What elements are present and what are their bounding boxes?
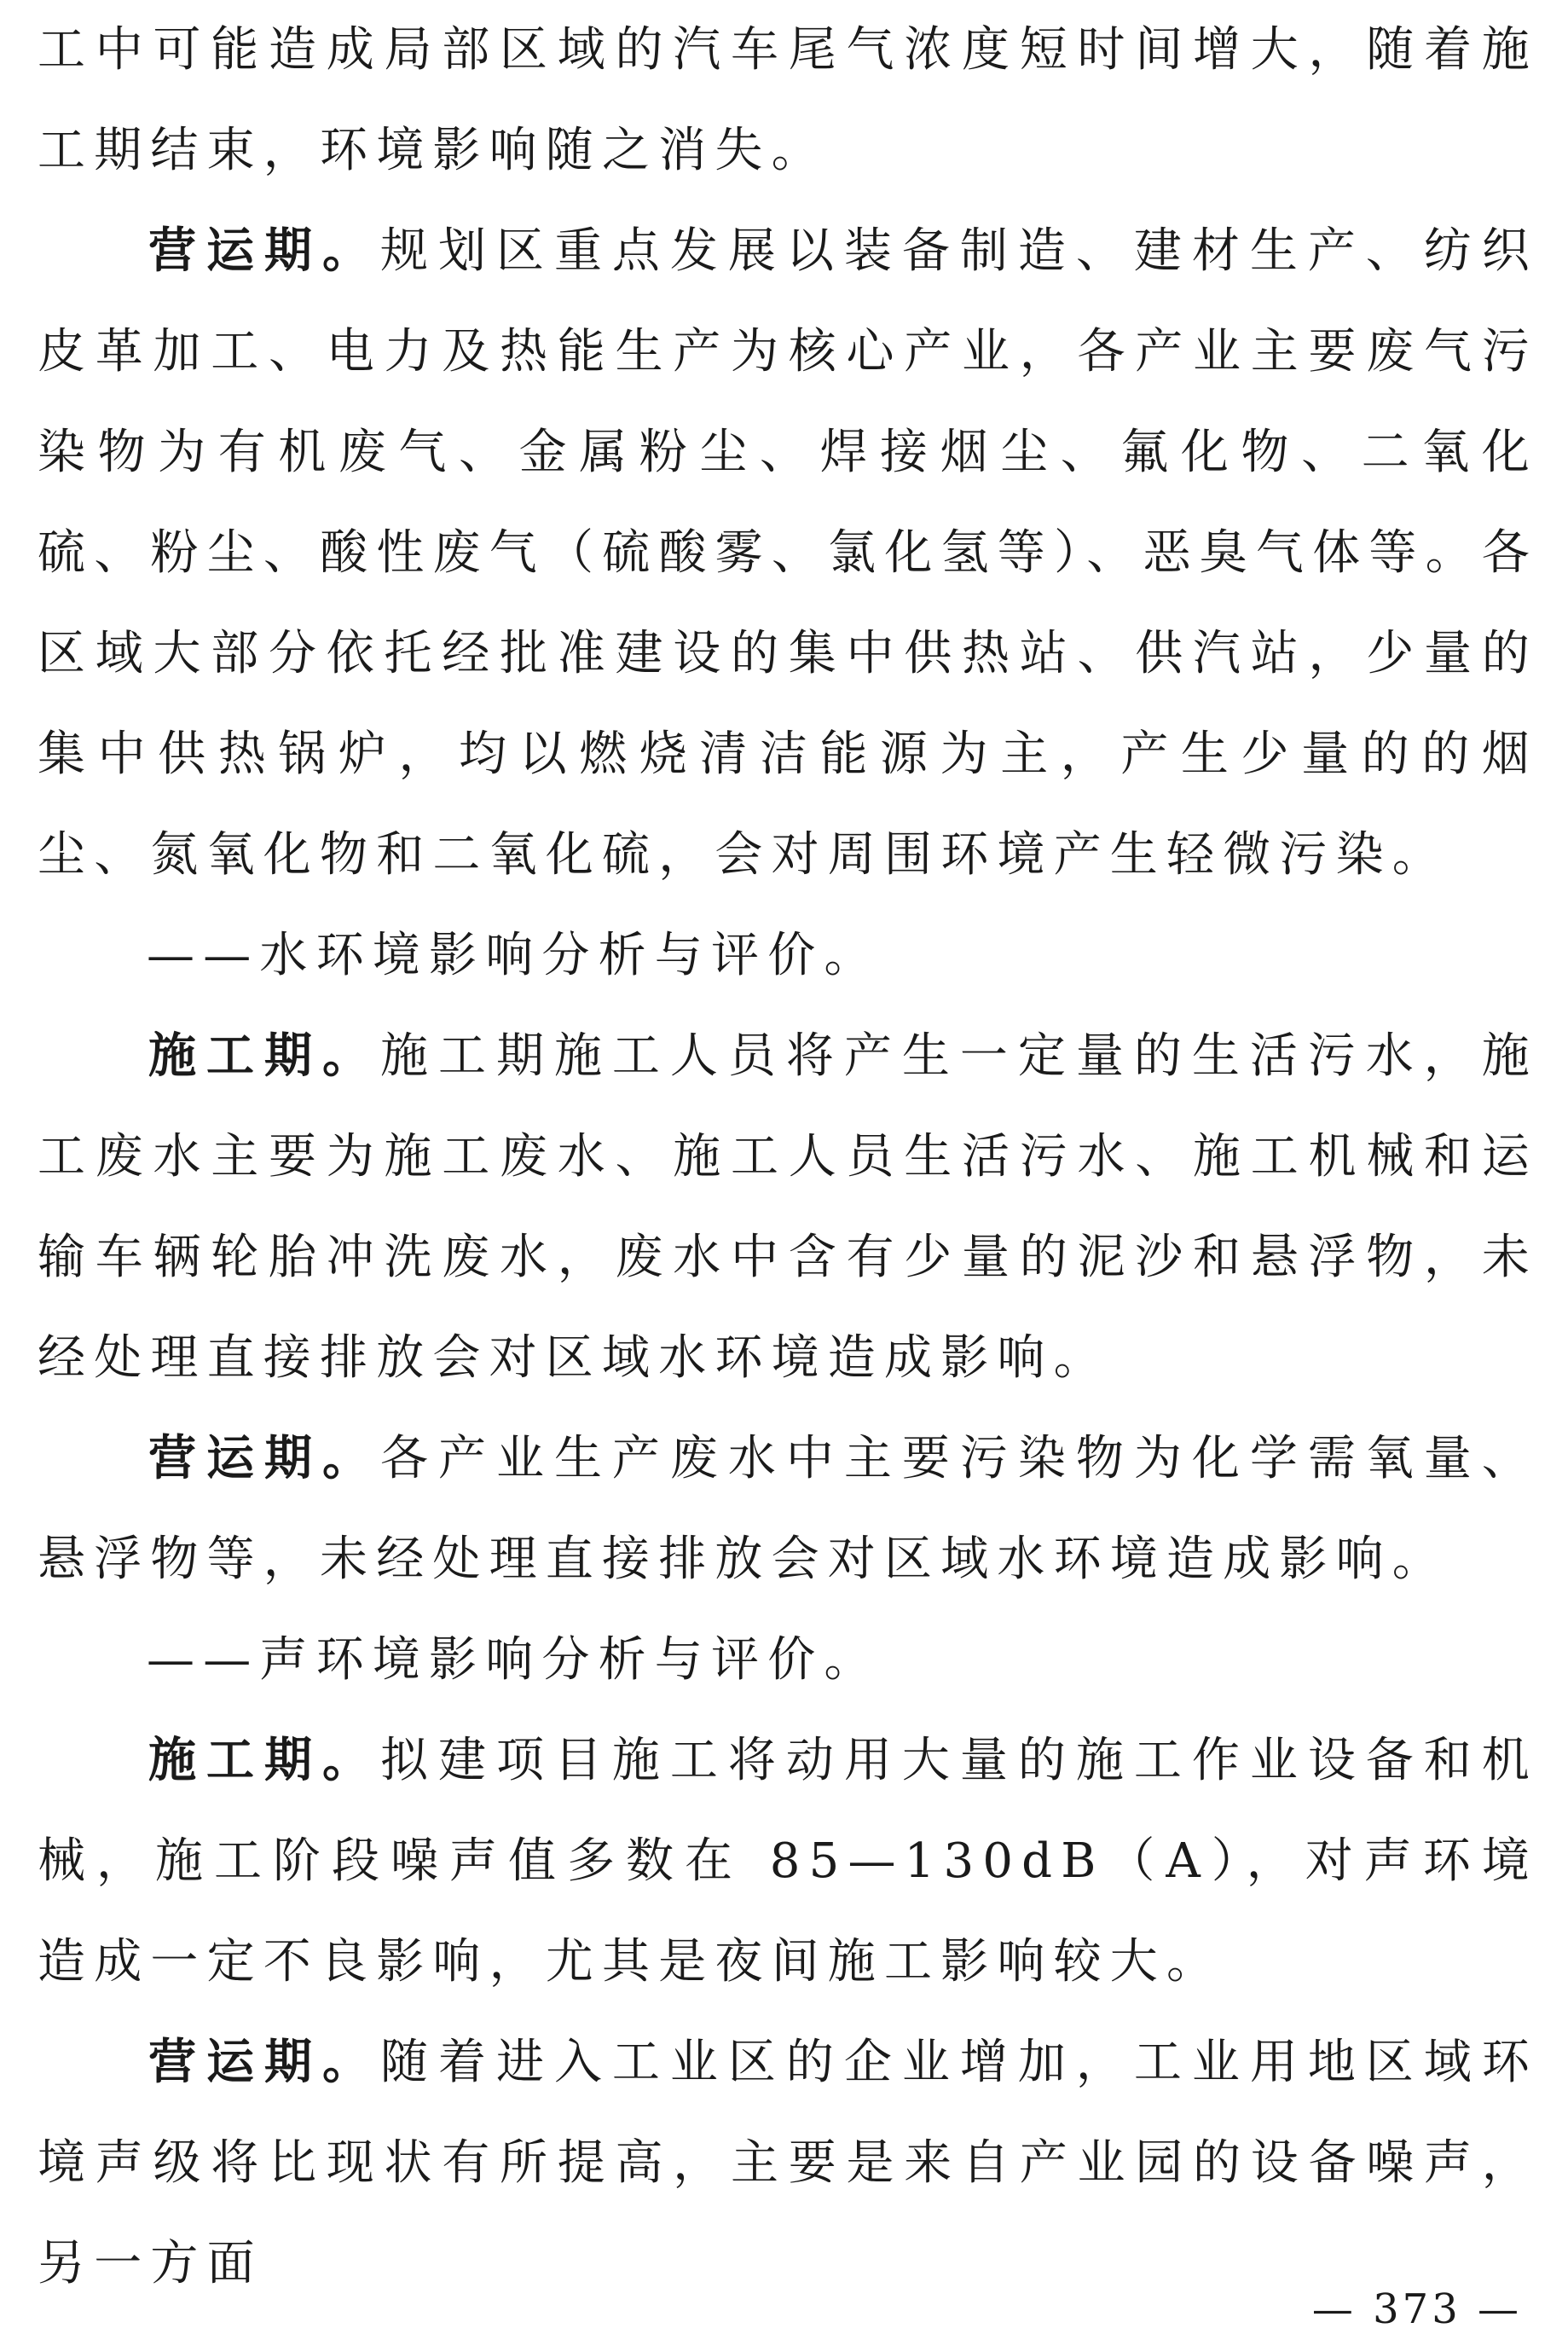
paragraph-continuation [38, 0, 1538, 201]
paragraph-noise-operation [38, 2013, 1538, 2314]
paragraph-text: 工中可能造成局部区域的汽车尾气浓度短时间增大，随着施工期结束，环境影响随之消失。 [38, 22, 1538, 178]
paragraph-text: 随着进入工业区的企业增加，工业用地区域环境声级将比现状有所提高，主要是来自产业园的设备噪声，另一方面 [38, 2035, 1538, 2291]
paragraph-lead: 营运期。 [148, 2035, 380, 2090]
paragraph-air-operation [38, 201, 1538, 906]
paragraph-text: 各产业生产废水中主要污染物为化学需氧量、悬浮物等，未经处理直接排放会对区域水环境造成影响。 [38, 1431, 1538, 1587]
paragraph-text: 规划区重点发展以装备制造、建材生产、纺织皮革加工、电力及热能生产为核心产业，各产业主要废气污染物为有机废气、金属粉尘、焊接烟尘、氟化物、二氧化硫、粉尘、酸性废气（硫酸雾、氯化氢等）、恶臭气体等。各区域大部分依托经批准建设的集中供热站、供汽站，少量的集中供热锅炉，均以燃烧清洁能源为主，产生少量的的烟尘、氮氧化物和二氧化硫，会对周围环境产生轻微污染。 [38, 223, 1538, 883]
paragraph-lead: 营运期。 [148, 223, 380, 279]
paragraph-lead: 施工期。 [148, 1733, 380, 1788]
page-number: — 373 — [1311, 2285, 1522, 2333]
section-heading-noise: ——声环境影响分析与评价。 [147, 1632, 881, 1688]
paragraph-water-operation [38, 1409, 1538, 1610]
paragraph-water-construction [38, 1006, 1538, 1409]
paragraph-text: 施工期施工人员将产生一定量的生活污水，施工废水主要为施工废水、施工人员生活污水、施工机械和运输车辆轮胎冲洗废水，废水中含有少量的泥沙和悬浮物，未经处理直接排放会对区域水环境造成影响。 [38, 1028, 1538, 1386]
paragraph-lead: 施工期。 [148, 1028, 380, 1084]
paragraph-lead: 营运期。 [148, 1431, 380, 1486]
paragraph-text: 拟建项目施工将动用大量的施工作业设备和机械，施工阶段噪声值多数在 85—130dB（A），对声环境造成一定不良影响，尤其是夜间施工影响较大。 [38, 1733, 1538, 1990]
section-heading-water: ——水环境影响分析与评价。 [147, 928, 881, 983]
paragraph-noise-construction [38, 1711, 1538, 2013]
document-body [38, 0, 1538, 2314]
